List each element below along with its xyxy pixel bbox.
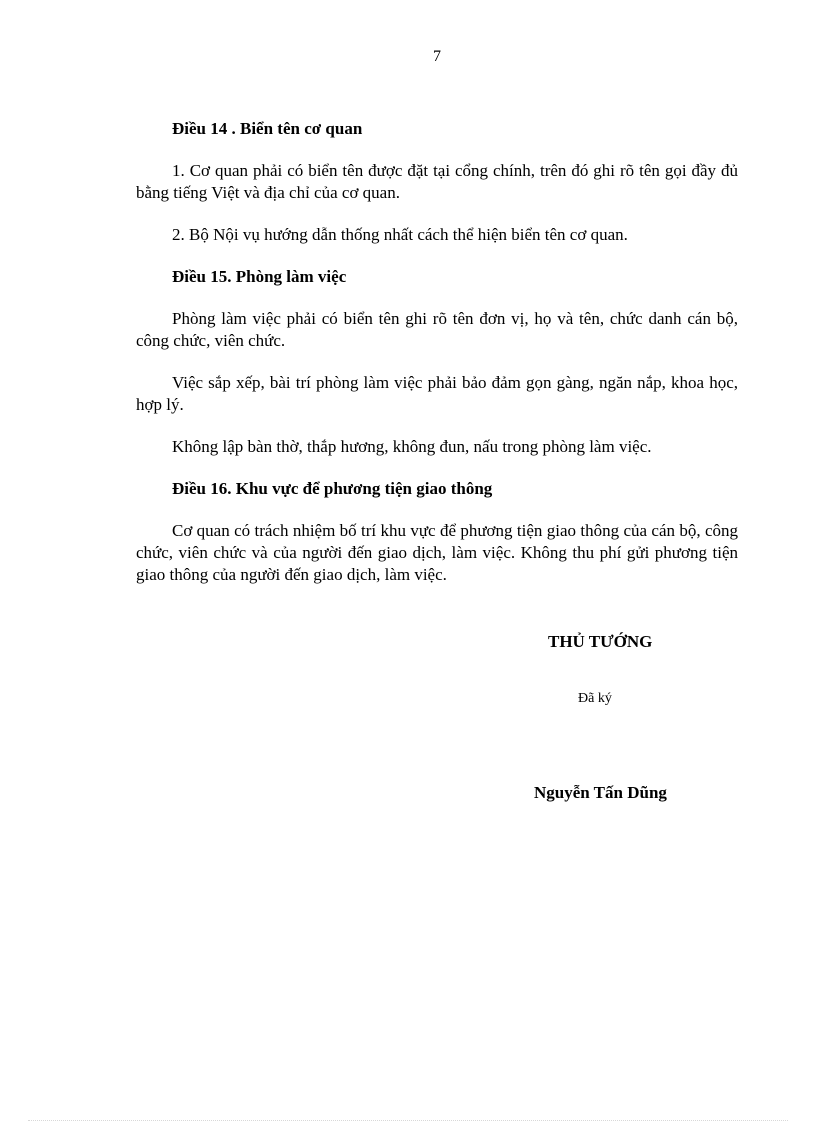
article-heading: Điều 14 . Biển tên cơ quan [172,119,363,138]
article-14 [136,118,738,246]
article-paragraph: 1. Cơ quan phải có biển tên được đặt tại cổng chính, trên đó ghi rõ tên gọi đầy đủ bằng tiếng Việt và địa chỉ của cơ quan. [136,161,738,202]
signed-note: Đã ký [578,691,612,706]
article-paragraph: Không lập bàn thờ, thắp hương, không đun, nấu trong phòng làm việc. [172,437,652,456]
page-number: 7 [433,48,441,65]
article-heading: Điều 15. Phòng làm việc [172,267,347,286]
article-heading: Điều 16. Khu vực để phương tiện giao thông [172,479,493,498]
article-paragraph: Việc sắp xếp, bài trí phòng làm việc phải bảo đảm gọn gàng, ngăn nắp, khoa học, hợp lý. [136,373,738,414]
page-bottom-divider [28,1120,788,1121]
article-15 [136,266,738,458]
document-body [136,118,738,606]
signatory-title: THỦ TƯỚNG [548,632,653,651]
article-paragraph: 2. Bộ Nội vụ hướng dẫn thống nhất cách thể hiện biển tên cơ quan. [172,225,628,244]
article-16 [136,478,738,586]
article-paragraph: Phòng làm việc phải có biển tên ghi rõ tên đơn vị, họ và tên, chức danh cán bộ, công chức, viên chức. [136,309,738,350]
signatory-name: Nguyễn Tấn Dũng [534,783,667,802]
article-paragraph: Cơ quan có trách nhiệm bố trí khu vực để phương tiện giao thông của cán bộ, công chức, viên chức và của người đến giao dịch, làm việc. Không thu phí gửi phương tiện giao thông của người đến giao dịch, làm việc. [136,521,738,584]
